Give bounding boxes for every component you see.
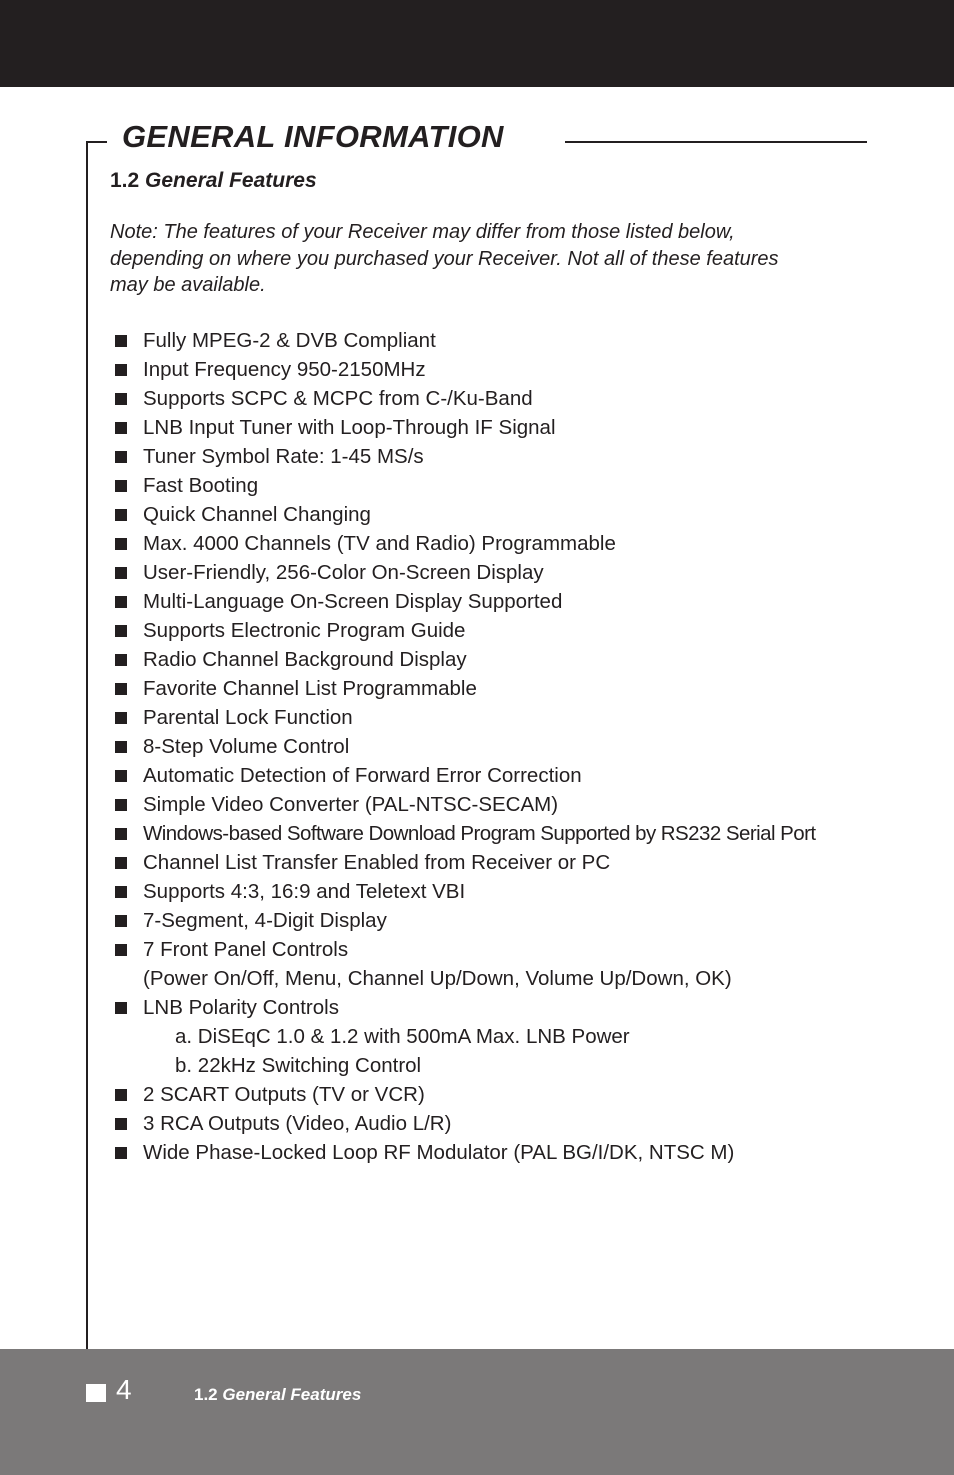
square-bullet-icon [115,770,127,782]
square-bullet-icon [115,857,127,869]
feature-item [113,761,816,790]
feature-item [113,616,816,645]
feature-item [113,500,816,529]
feature-item [113,1080,816,1109]
feature-text: a. DiSEqC 1.0 & 1.2 with 500mA Max. LNB Power [175,1025,630,1048]
square-bullet-icon [115,364,127,376]
feature-item [113,848,816,877]
square-bullet-icon [115,567,127,579]
square-bullet-icon [115,1147,127,1159]
section-heading [110,168,317,194]
square-bullet-icon [115,1118,127,1130]
feature-text: b. 22kHz Switching Control [175,1054,422,1077]
square-bullet-icon [115,915,127,927]
square-bullet-icon [115,654,127,666]
feature-text: 2 SCART Outputs (TV or VCR) [143,1083,425,1106]
section-name: General Features [145,169,317,192]
feature-text: Automatic Detection of Forward Error Correction [143,764,582,787]
feature-text: Fast Booting [143,474,259,497]
feature-item [113,587,816,616]
feature-list [113,326,816,1167]
feature-continuation [113,964,816,993]
page-footer [0,1349,954,1475]
page-title: GENERAL INFORMATION [122,119,504,154]
feature-item [113,732,816,761]
feature-item [113,674,816,703]
page-frame-left-rule [86,141,88,1349]
feature-text: Radio Channel Background Display [143,648,467,671]
feature-item [113,384,816,413]
feature-text: Tuner Symbol Rate: 1-45 MS/s [143,445,424,468]
feature-subitem [113,1022,816,1051]
feature-text: Quick Channel Changing [143,503,371,526]
feature-item [113,558,816,587]
feature-text: Supports 4:3, 16:9 and Teletext VBI [143,880,466,903]
square-bullet-icon [115,509,127,521]
feature-item [113,935,816,964]
feature-text: User-Friendly, 256-Color On-Screen Display [143,561,544,584]
title-rule-right [565,141,867,143]
square-bullet-icon [115,451,127,463]
availability-note [110,219,870,299]
feature-item [113,993,816,1022]
feature-item [113,413,816,442]
feature-item [113,471,816,500]
section-number: 1.2 [110,169,140,192]
square-bullet-icon [115,741,127,753]
square-bullet-icon [115,596,127,608]
square-bullet-icon [115,828,127,840]
feature-text: 7-Segment, 4-Digit Display [143,909,387,932]
feature-item [113,877,816,906]
feature-item [113,355,816,384]
feature-text: LNB Polarity Controls [143,996,339,1019]
feature-text: (Power On/Off, Menu, Channel Up/Down, Volume Up/Down, OK) [143,967,732,990]
note-line: depending on where you purchased your Receiver. Not all of these features [110,247,779,270]
feature-item [113,529,816,558]
feature-text: Parental Lock Function [143,706,353,729]
square-bullet-icon [115,712,127,724]
feature-text: Favorite Channel List Programmable [143,677,477,700]
square-bullet-icon [115,799,127,811]
square-bullet-icon [115,422,127,434]
feature-item [113,1138,816,1167]
feature-text: Max. 4000 Channels (TV and Radio) Programmable [143,532,616,555]
feature-text: Windows-based Software Download Program Supported by RS232 Serial Port [143,822,816,845]
feature-text: Wide Phase-Locked Loop RF Modulator (PAL BG/I/DK, NTSC M) [143,1141,735,1164]
note-line: may be available. [110,274,266,296]
square-bullet-icon [115,1002,127,1014]
feature-item [113,819,816,848]
square-bullet-icon [115,1089,127,1101]
square-bullet-icon [115,683,127,695]
feature-text: LNB Input Tuner with Loop-Through IF Signal [143,416,556,439]
feature-item [113,790,816,819]
feature-item [113,906,816,935]
square-bullet-icon [115,944,127,956]
feature-item [113,326,816,355]
feature-item [113,442,816,471]
feature-text: Supports SCPC & MCPC from C-/Ku-Band [143,387,533,410]
feature-text: Channel List Transfer Enabled from Receiver or PC [143,851,611,874]
footer-section-label [194,1384,361,1406]
feature-item [113,1109,816,1138]
feature-text: Input Frequency 950-2150MHz [143,358,426,381]
feature-text: Fully MPEG-2 & DVB Compliant [143,329,436,352]
feature-text: Supports Electronic Program Guide [143,619,466,642]
footer-section-name: General Features [222,1385,362,1404]
square-bullet-icon [115,625,127,637]
header-bar [0,0,954,87]
page-number: 4 [116,1374,132,1405]
feature-text: 7 Front Panel Controls [143,938,349,961]
title-rule-left [86,141,107,143]
feature-item [113,645,816,674]
feature-text: 3 RCA Outputs (Video, Audio L/R) [143,1112,452,1135]
square-bullet-icon [115,393,127,405]
square-bullet-icon [115,335,127,347]
footer-section-number: 1.2 [194,1385,218,1404]
feature-subitem [113,1051,816,1080]
note-line: Note: The features of your Receiver may differ from those listed below, [110,221,735,243]
square-bullet-icon [115,886,127,898]
feature-text: Simple Video Converter (PAL-NTSC-SECAM) [143,793,559,816]
feature-text: 8-Step Volume Control [143,735,350,758]
page-marker-square-icon [86,1384,106,1402]
square-bullet-icon [115,538,127,550]
feature-text: Multi-Language On-Screen Display Supported [143,590,563,613]
feature-item [113,703,816,732]
square-bullet-icon [115,480,127,492]
